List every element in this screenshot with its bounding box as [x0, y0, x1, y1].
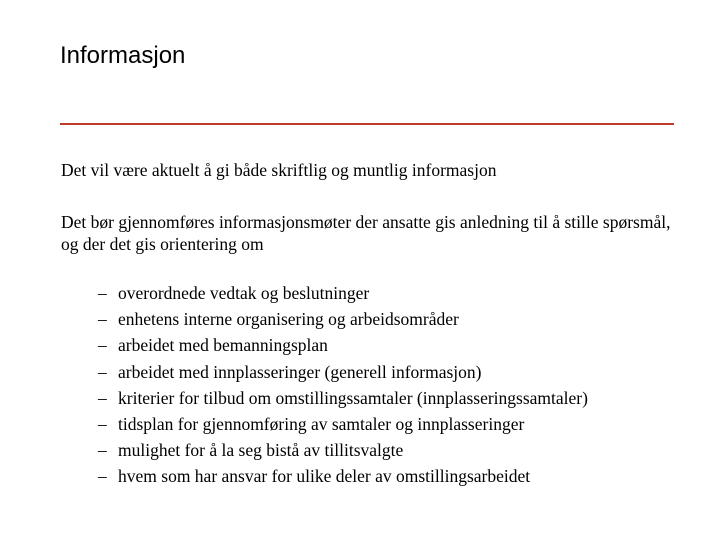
dash-marker: – — [98, 413, 107, 434]
list-item — [98, 333, 588, 359]
list-item-text: hvem som har ansvar for ulike deler av omstillingsarbeidet — [118, 466, 531, 487]
dash-marker: – — [98, 361, 107, 382]
list-item-text: tidsplan for gjennomføring av samtaler og innplasseringer — [118, 413, 525, 434]
list-item — [98, 281, 588, 307]
list-item — [98, 386, 588, 412]
list-item — [98, 412, 588, 438]
dash-marker: – — [98, 466, 107, 487]
dash-marker: – — [98, 309, 107, 330]
list-item-text: mulighet for å la seg bistå av tillitsvalgte — [118, 440, 404, 461]
list-item-text: arbeidet med bemanningsplan — [118, 335, 328, 356]
dash-marker: – — [98, 440, 107, 461]
list-item-text: overordnede vedtak og beslutninger — [118, 283, 370, 303]
paragraph-1: Det vil være aktuelt å gi både skriftlig og muntlig informasjon — [61, 160, 497, 180]
list-item — [98, 438, 588, 464]
list-item — [98, 360, 588, 386]
dash-marker: – — [98, 283, 107, 303]
slide-title: Informasjon — [60, 42, 186, 69]
bullet-list — [98, 281, 588, 491]
dash-marker: – — [98, 387, 107, 408]
paragraph-2: Det bør gjennomføres informasjonsmøter der ansatte gis anledning til å stille spørsmål, og der det gis orientering om — [61, 212, 671, 254]
list-item-text: enhetens interne organisering og arbeidsområder — [118, 309, 459, 330]
dash-marker: – — [98, 335, 107, 356]
list-item-text: kriterier for tilbud om omstillingssamtaler (innplasseringssamtaler) — [118, 387, 588, 408]
list-item — [98, 464, 588, 490]
list-item-text: arbeidet med innplasseringer (generell informasjon) — [118, 361, 482, 382]
title-divider — [60, 123, 674, 125]
list-item — [98, 307, 588, 333]
